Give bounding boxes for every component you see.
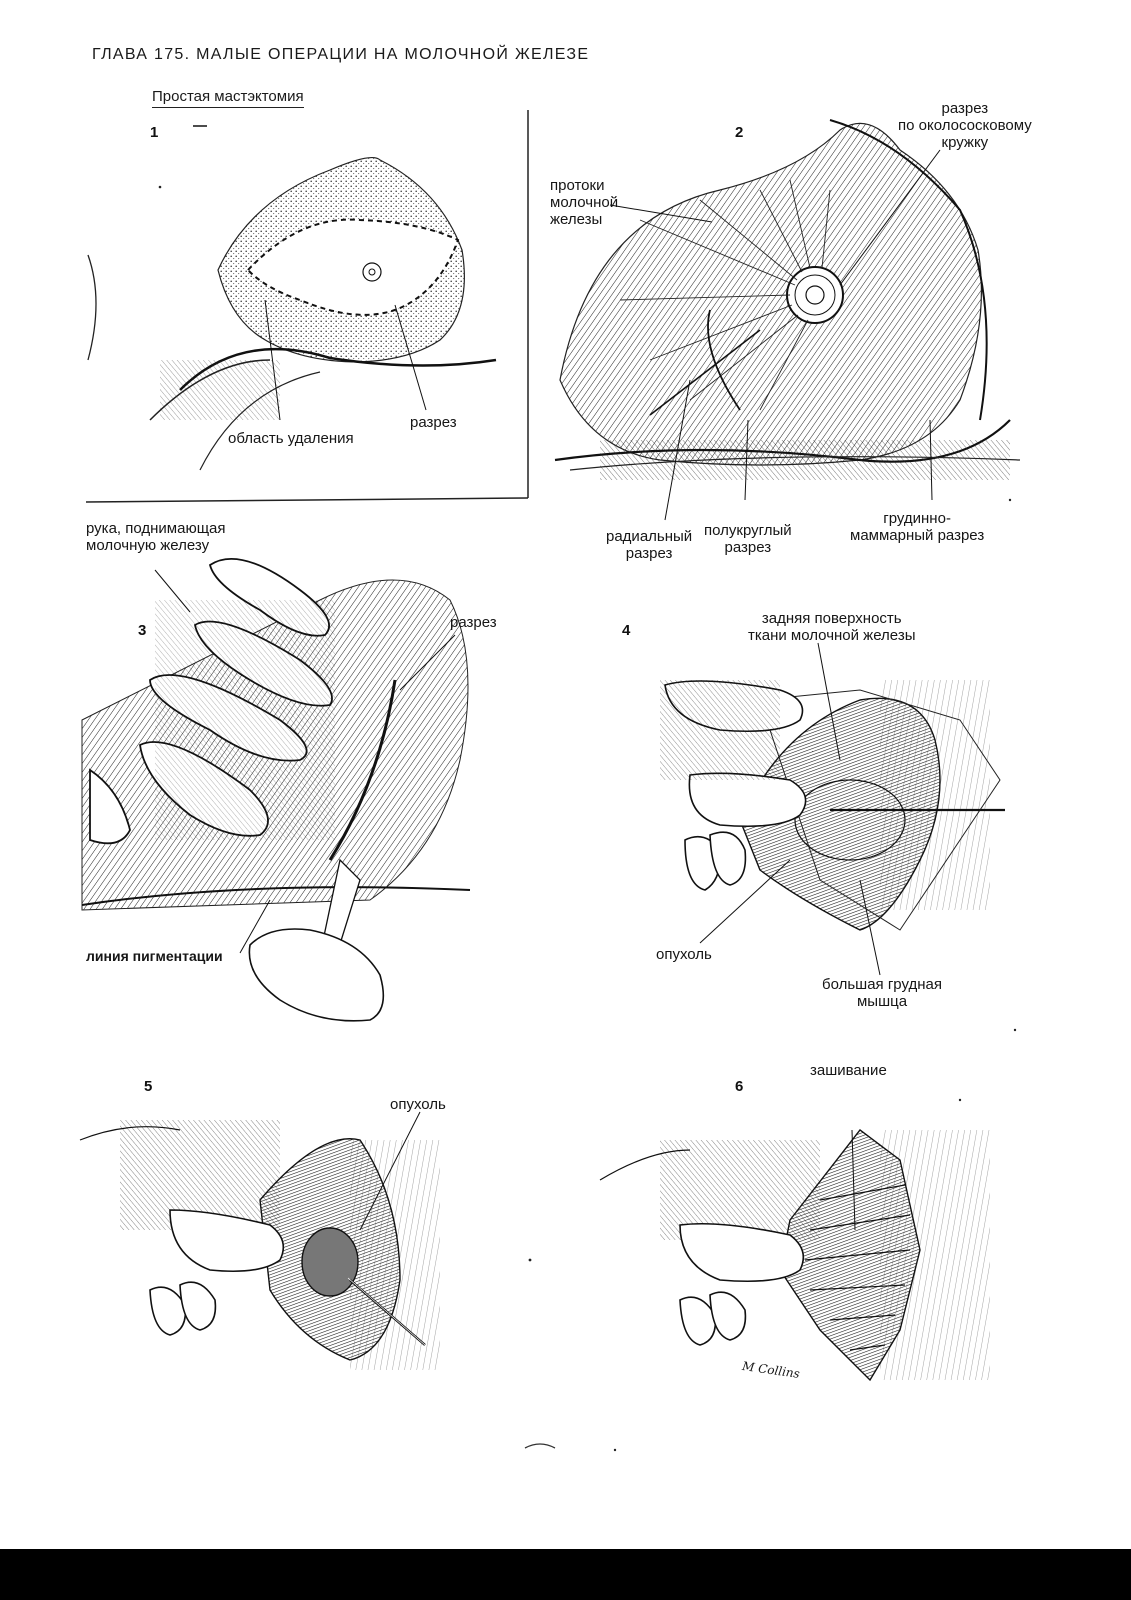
label-lifting-hand: рука, поднимающая молочную железу	[86, 520, 226, 554]
label-incision-3: разрез	[450, 614, 497, 631]
label-incision: разрез	[410, 414, 457, 431]
figure-number-1: 1	[150, 124, 159, 141]
label-pigment-line: линия пигментации	[86, 948, 223, 964]
section-title: Простая мастэктомия	[152, 88, 304, 108]
figure-number-2: 2	[735, 124, 744, 141]
label-tumor-4: опухоль	[656, 946, 712, 963]
label-removal-area: область удаления	[228, 430, 354, 447]
scan-border-bar	[0, 1549, 1131, 1600]
label-semicircular-incision: полукруглый разрез	[704, 522, 792, 556]
figure-number-4: 4	[622, 622, 631, 639]
label-areolar-incision: разрез по околососковому кружку	[898, 100, 1032, 151]
label-pectoralis-major: большая грудная мышца	[822, 976, 942, 1010]
figure-5-drawing	[80, 1112, 440, 1370]
label-radial-incision: радиальный разрез	[606, 528, 693, 562]
label-tumor-5: опухоль	[390, 1096, 446, 1113]
figure-6-drawing	[600, 1130, 990, 1380]
label-mammary-ducts: протоки молочной железы	[550, 177, 619, 228]
figure-number-3: 3	[138, 622, 147, 639]
figure-2-drawing	[555, 120, 1020, 520]
figure-4-drawing	[660, 643, 1005, 975]
label-inframammary-incision: грудинно- маммарный разрез	[850, 510, 985, 544]
label-posterior-surface: задняя поверхность ткани молочной железы	[748, 610, 916, 644]
label-suturing: зашивание	[810, 1062, 887, 1079]
figure-number-5: 5	[144, 1078, 153, 1095]
chapter-title: ГЛАВА 175. МАЛЫЕ ОПЕРАЦИИ НА МОЛОЧНОЙ ЖЕЛЕЗЕ	[92, 46, 590, 63]
figure-number-6: 6	[735, 1078, 744, 1095]
artist-signature: M Collins	[741, 1359, 801, 1381]
